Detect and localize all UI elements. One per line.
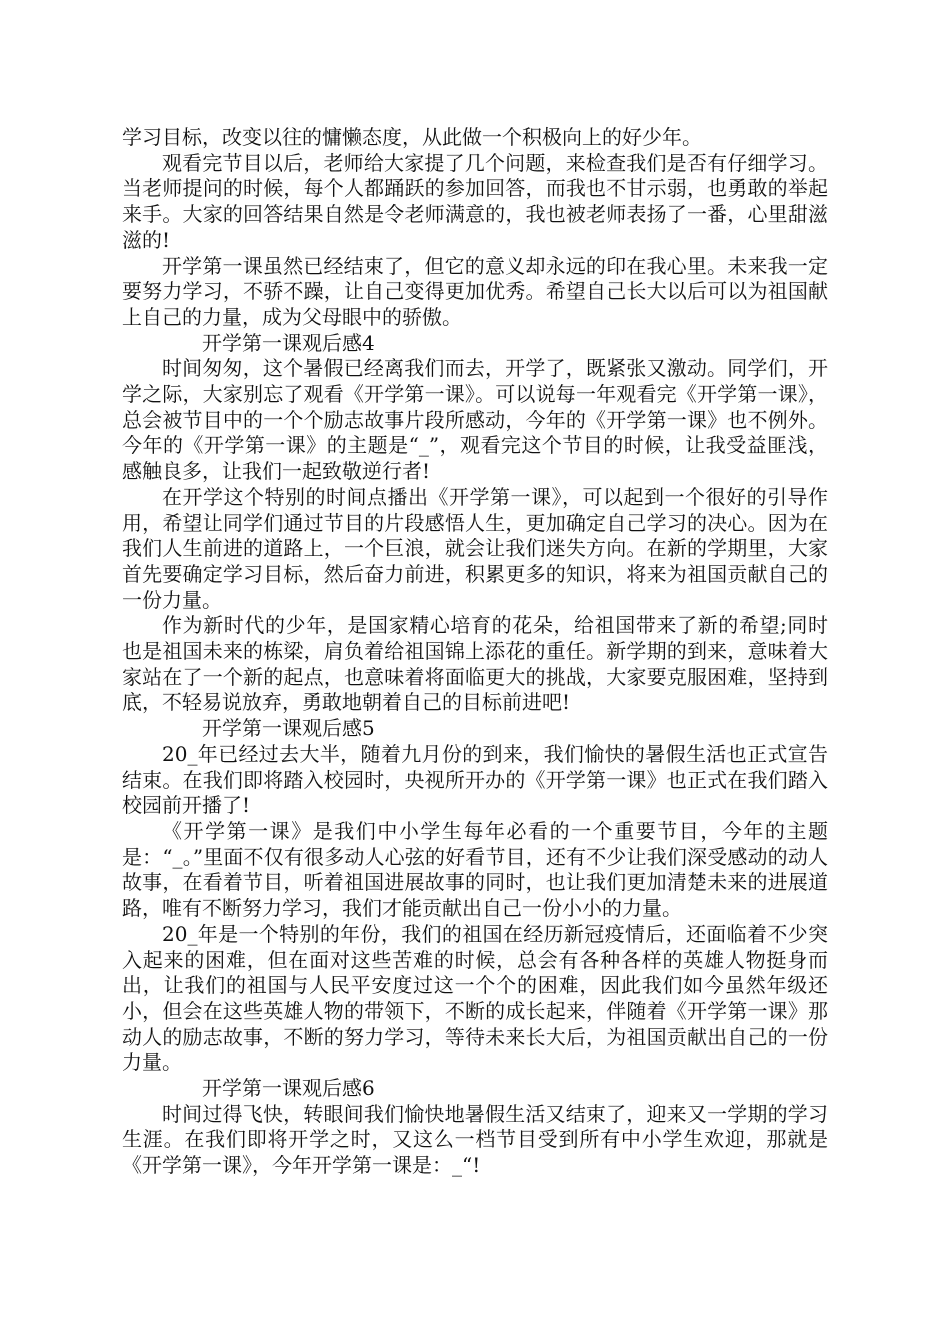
paragraph: 《开学第一课》是我们中小学生每年必看的一个重要节目，今年的主题是：“_。”里面不仅有很多动人心弦的好看节目，还有不少让我们深受感动的动人故事，在看着节目，听着祖国进展故事的同时，也让我们更加清楚未来的进展道路，唯有不断努力学习，我们才能贡献出自己一份小小的力量。 <box>122 818 828 921</box>
section-heading-4: 开学第一课观后感4 <box>202 330 375 355</box>
paragraph: 20_年是一个特别的年份，我们的祖国在经历新冠疫情后，还面临着不少突入起来的困难，但在面对这些苦难的时候，总会有各种各样的英雄人物挺身而出，让我们的祖国与人民平安度过这一个个的困难，因此我们如今虽然年级还小，但会在这些英雄人物的带领下，不断的成长起来，伴随着《开学第一课》那动人的励志故事，不断的努力学习，等待未来长大后，为祖国贡献出自己的一份力量。 <box>122 921 828 1075</box>
section-heading-5: 开学第一课观后感5 <box>202 716 375 741</box>
paragraph: 作为新时代的少年，是国家精心培育的花朵，给祖国带来了新的希望;同时也是祖国未来的栋梁，肩负着给祖国锦上添花的重任。新学期的到来，意味着大家站在了一个新的起点，也意味着将面临更大的挑战，大家要克服困难，坚持到底，不轻易说放弃，勇敢地朝着自己的目标前进吧! <box>122 613 828 715</box>
paragraph: 开学第一课虽然已经结束了，但它的意义却永远的印在我心里。未来我一定要努力学习，不骄不躁，让自己变得更加优秀。希望自己长大以后可以为祖国献上自己的力量，成为父母眼中的骄傲。 <box>122 253 828 329</box>
paragraph: 时间匆匆，这个暑假已经离我们而去，开学了，既紧张又激动。同学们，开学之际，大家别忘了观看《开学第一课》。可以说每一年观看完《开学第一课》，总会被节目中的一个个励志故事片段所感动，今年的《开学第一课》也不例外。今年的《开学第一课》的主题是“_”，观看完这个节目的时候，让我受益匪浅，感触良多，让我们一起致敬逆行者! <box>122 356 828 484</box>
document-body <box>122 125 828 1179</box>
paragraph: 20_年已经过去大半，随着九月份的到来，我们愉快的暑假生活也正式宣告结束。在我们即将踏入校园时，央视所开办的《开学第一课》也正式在我们踏入校园前开播了! <box>122 741 828 818</box>
paragraph-continued: 学习目标，改变以往的慵懒态度，从此做一个积极向上的好少年。 <box>122 125 702 149</box>
paragraph: 观看完节目以后，老师给大家提了几个问题，来检查我们是否有仔细学习。当老师提问的时候，每个人都踊跃的参加回答，而我也不甘示弱，也勇敢的举起来手。大家的回答结果自然是令老师满意的，我也被老师表扬了一番，心里甜滋滋的! <box>122 150 828 252</box>
paragraph: 在开学这个特别的时间点播出《开学第一课》，可以起到一个很好的引导作用，希望让同学们通过节目的片段感悟人生，更加确定自己学习的决心。因为在我们人生前进的道路上，一个巨浪，就会让我们迷失方向。在新的学期里，大家首先要确定学习目标，然后奋力前进，积累更多的知识，将来为祖国贡献自己的一份力量。 <box>122 484 828 612</box>
paragraph: 时间过得飞快，转眼间我们愉快地暑假生活又结束了，迎来又一学期的学习生涯。在我们即将开学之时，又这么一档节目受到所有中小学生欢迎，那就是《开学第一课》，今年开学第一课是：_“! <box>122 1101 828 1178</box>
section-heading-6: 开学第一课观后感6 <box>202 1076 375 1101</box>
